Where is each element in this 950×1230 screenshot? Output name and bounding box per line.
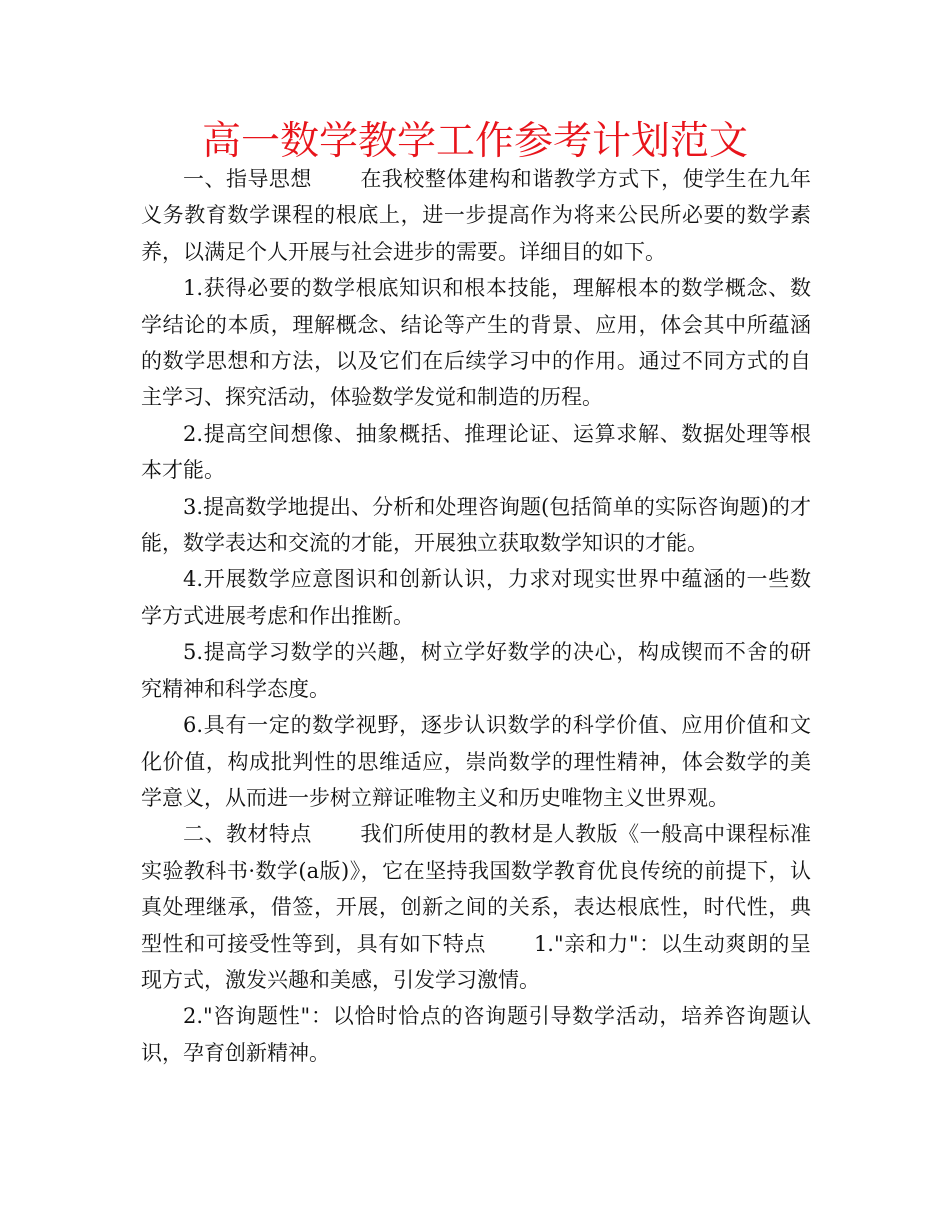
document-body	[141, 161, 811, 1071]
document-title: 高一数学教学工作参考计划范文	[201, 119, 748, 164]
paragraph-text: 6.具有一定的数学视野，逐步认识数学的科学价值、应用价值和文化价值，构成批判性的思维适应，崇尚数学的理性精神，体会数学的美学意义，从而进一步树立辩证唯物主义和历史唯物主义世界观。	[141, 713, 811, 810]
paragraph-feature-2	[141, 998, 811, 1071]
paragraph-text: 2."咨询题性"：以恰时恰点的咨询题引导数学活动，培养咨询题认识，孕育创新精神。	[141, 1004, 811, 1065]
paragraph-text-tail: 1."亲和力"：以生动爽朗的呈现方式，激发兴趣和美感，引发学习激情。	[141, 931, 811, 992]
paragraph-guiding-thought	[141, 161, 811, 270]
paragraph-goal-6	[141, 707, 811, 816]
section-heading-textbook-features: 二、教材特点	[183, 822, 312, 847]
paragraph-goal-5	[141, 634, 811, 707]
paragraph-goal-1	[141, 270, 811, 416]
paragraph-text: 在我校整体建构和谐教学方式下，使学生在九年义务教育数学课程的根底上，进一步提高作为将来公民所必要的数学素养，以满足个人开展与社会进步的需要。详细目的如下。	[141, 167, 811, 264]
paragraph-text: 5.提高学习数学的兴趣，树立学好数学的决心，构成锲而不舍的研究精神和科学态度。	[141, 640, 811, 701]
paragraph-goal-2	[141, 416, 811, 489]
paragraph-textbook-features	[141, 816, 811, 998]
paragraph-text: 4.开展数学应意图识和创新认识，力求对现实世界中蕴涵的一些数学方式进展考虑和作出推断。	[141, 567, 811, 628]
paragraph-text: 3.提高数学地提出、分析和处理咨询题(包括简单的实际咨询题)的才能，数学表达和交流的才能，开展独立获取数学知识的才能。	[141, 494, 811, 556]
paragraph-text: 1.获得必要的数学根底知识和根本技能，理解根本的数学概念、数学结论的本质，理解概念、结论等产生的背景、应用，体会其中所蕴涵的数学思想和方法，以及它们在后续学习中的作用。通过不同方式的自主学习、探究活动，体验数学发觉和制造的历程。	[141, 276, 811, 410]
section-heading-guiding-thought: 一、指导思想	[183, 167, 312, 191]
paragraph-goal-3	[141, 489, 811, 562]
paragraph-text: 我们所使用的教材是人教版《一般高中课程标准实验教科书·数学(a版)》，它在坚持我国数学教育优良传统的前提下，认真处理继承，借签，开展，创新之间的关系，表达根底性，时代性，典型性和可接受性等到，具有如下特点	[141, 822, 811, 956]
paragraph-text: 2.提高空间想像、抽象概括、推理论证、运算求解、数据处理等根本才能。	[141, 421, 811, 483]
paragraph-goal-4	[141, 561, 811, 634]
